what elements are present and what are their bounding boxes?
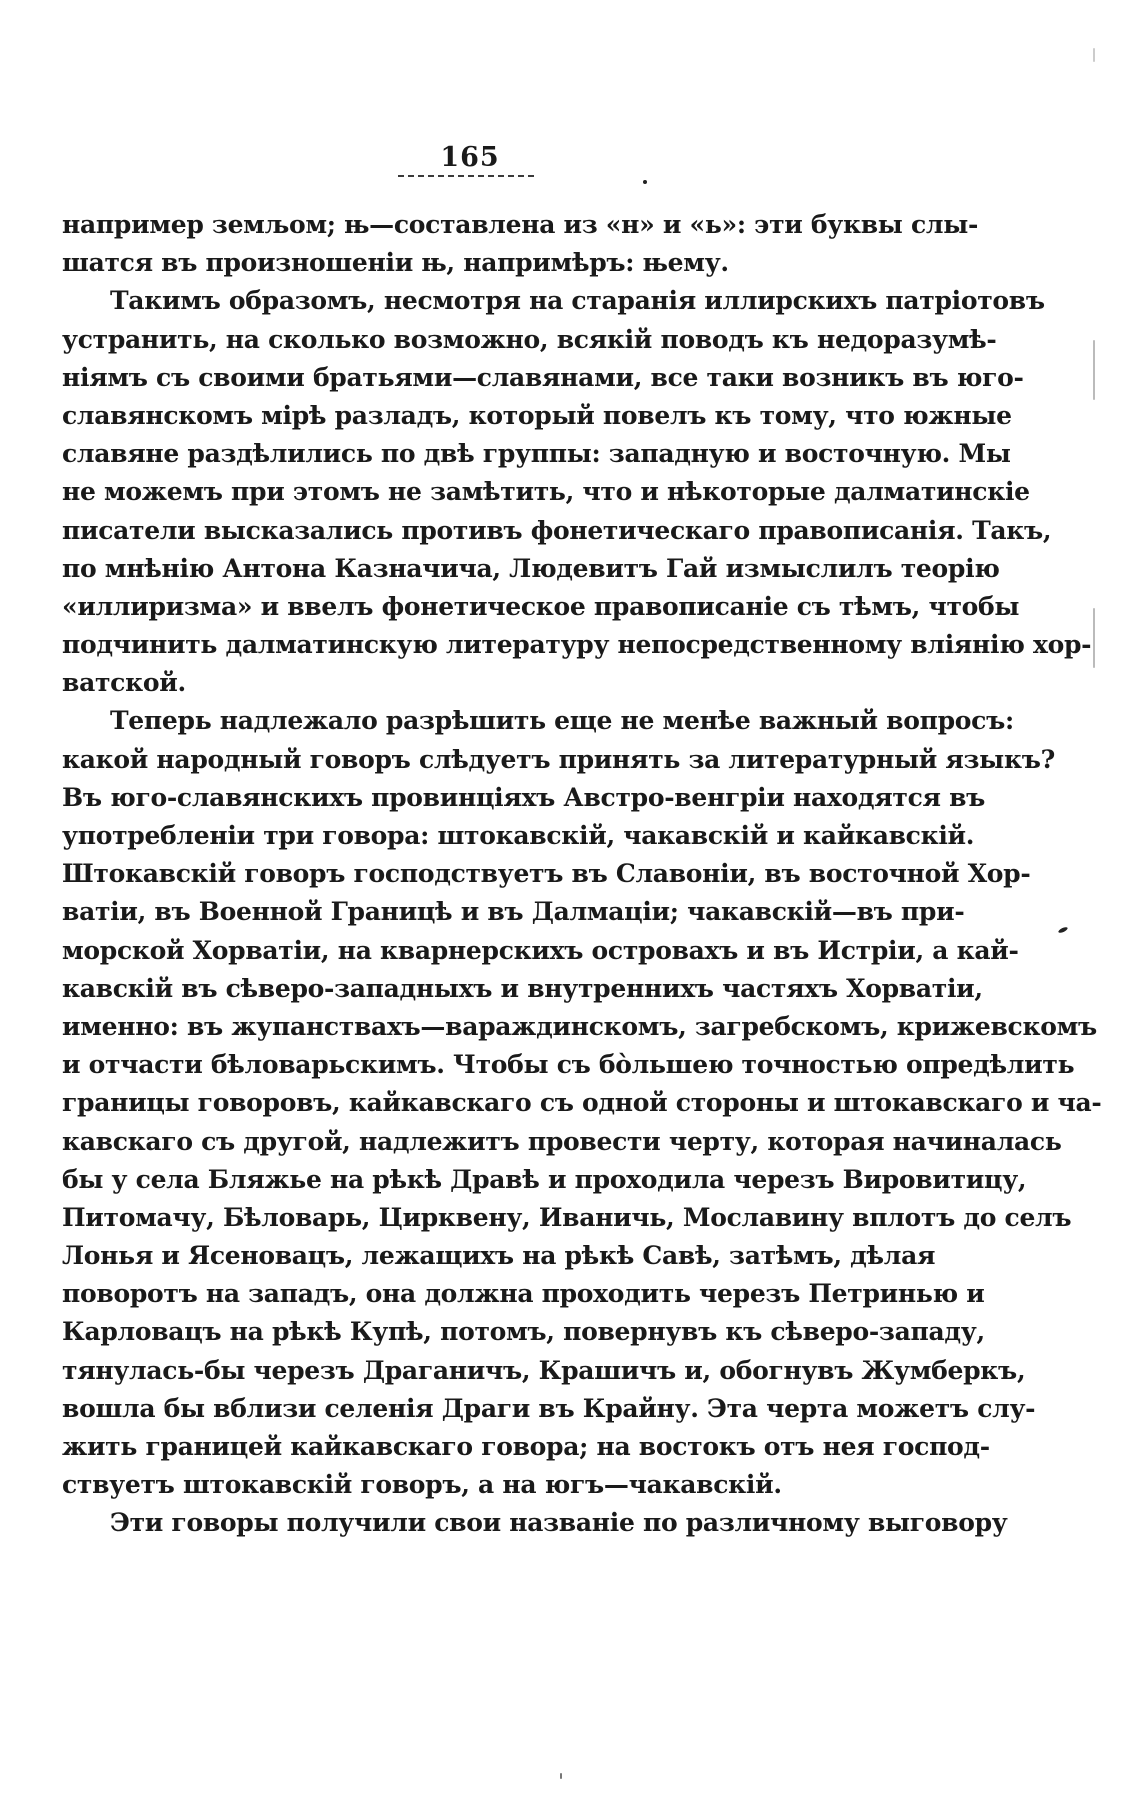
text-line: именно: въ жупанствахъ—вараждинскомъ, загребскомъ, крижевскомъ bbox=[62, 1011, 1097, 1041]
text-line: по мнѣнію Антона Казначича, Людевитъ Гай измыслилъ теорію bbox=[62, 553, 1000, 583]
text-line: Карловацъ на рѣкѣ Купѣ, потомъ, повернувъ къ сѣверо-западу, bbox=[62, 1317, 985, 1347]
text-line: и отчасти бѣловарьскимъ. Чтобы съ бо̀льшею точностью опредѣлить bbox=[62, 1050, 1075, 1080]
text-line: вошла бы вблизи селенія Драги въ Крайну. Эта черта можетъ слу- bbox=[62, 1393, 1036, 1423]
text-line: морской Хорватіи, на кварнерскихъ островахъ и въ Истріи, а кай- bbox=[62, 935, 1019, 965]
scan-speck bbox=[1093, 340, 1095, 400]
text-line: Штокавскій говоръ господствуетъ въ Славоніи, въ восточной Хор- bbox=[62, 859, 1031, 889]
text-line: употребленіи три говора: штокавскій, чакавскій и кайкавскій. bbox=[62, 821, 975, 850]
scan-speck bbox=[1093, 48, 1095, 62]
text-line: Лонья и Ясеновацъ, лежащихъ на рѣкѣ Савѣ, затѣмъ, дѣлая bbox=[62, 1241, 936, 1271]
text-line: поворотъ на западъ, она должна проходить черезъ Петринью и bbox=[62, 1279, 985, 1309]
text-line: устранить, на сколько возможно, всякій поводъ къ недоразумѣ- bbox=[62, 324, 997, 354]
text-line: ватіи, въ Военной Границѣ и въ Далмаціи; чакавскій—въ при- bbox=[62, 897, 965, 927]
text-line: какой народный говоръ слѣдуетъ принять за литературный языкъ? bbox=[62, 744, 1055, 774]
text-line: «иллиризма» и ввелъ фонетическое правописаніе съ тѣмъ, чтобы bbox=[62, 591, 1020, 621]
text-line: ніямъ съ своими братьями—славянами, все таки возникъ въ юго- bbox=[62, 362, 1024, 392]
scan-speck bbox=[1093, 608, 1095, 668]
scan-speck bbox=[643, 180, 647, 184]
text-line: кавскій въ сѣверо-западныхъ и внутреннихъ частяхъ Хорватіи, bbox=[62, 973, 983, 1003]
text-line: Эти говоры получили свои названіе по различному выговору bbox=[110, 1508, 1008, 1538]
text-line: например земљом; њ—составлена из «н» и «ь»: эти буквы слы- bbox=[62, 210, 979, 239]
text-line: ствуетъ штокавскій говоръ, а на югъ—чакавскій. bbox=[62, 1470, 782, 1500]
text-line: Такимъ образомъ, несмотря на старанія иллирскихъ патріотовъ bbox=[110, 286, 1045, 316]
text-line: Теперь надлежало разрѣшить еще не менѣе важный вопросъ: bbox=[110, 706, 1014, 736]
text-line: ватской. bbox=[62, 668, 186, 698]
text-line: тянулась-бы черезъ Драганичъ, Крашичъ и, обогнувъ Жумберкъ, bbox=[62, 1355, 1026, 1385]
text-line: бы у села Бляжье на рѣкѣ Дравѣ и проходила черезъ Вировитицу, bbox=[62, 1164, 1027, 1194]
text-line: Питомачу, Бѣловарь, Цирквену, Иваничь, Мославину вплотъ до селъ bbox=[62, 1202, 1072, 1232]
text-line: Въ юго-славянскихъ провинціяхъ Австро-венгріи находятся въ bbox=[62, 782, 986, 812]
scan-speck bbox=[1058, 926, 1069, 934]
text-line: подчинить далматинскую литературу непосредственному вліянію хор- bbox=[62, 630, 1092, 660]
text-line: не можемъ при этомъ не замѣтить, что и нѣкоторые далматинскіе bbox=[62, 477, 1030, 507]
text-line: жить границей кайкавскаго говора; на востокъ отъ нея господ- bbox=[62, 1432, 990, 1461]
body-text bbox=[62, 206, 1102, 1543]
page-number: 165 bbox=[440, 142, 500, 173]
text-line: писатели высказались противъ фонетическаго правописанія. Такъ, bbox=[62, 515, 1052, 545]
text-line: шатся въ произношеніи њ, напримѣръ: њему. bbox=[62, 248, 729, 278]
scan-speck bbox=[560, 1773, 562, 1779]
text-line: славяне раздѣлились по двѣ группы: западную и восточную. Мы bbox=[62, 439, 1011, 469]
page-number-rule bbox=[398, 175, 534, 177]
text-line: кавскаго съ другой, надлежитъ провести черту, которая начиналась bbox=[62, 1126, 1062, 1156]
text-line: славянскомъ мірѣ разладъ, который повелъ къ тому, что южные bbox=[62, 400, 1012, 430]
text-line: границы говоровъ, кайкавскаго съ одной стороны и штокавскаго и ча- bbox=[62, 1088, 1102, 1118]
